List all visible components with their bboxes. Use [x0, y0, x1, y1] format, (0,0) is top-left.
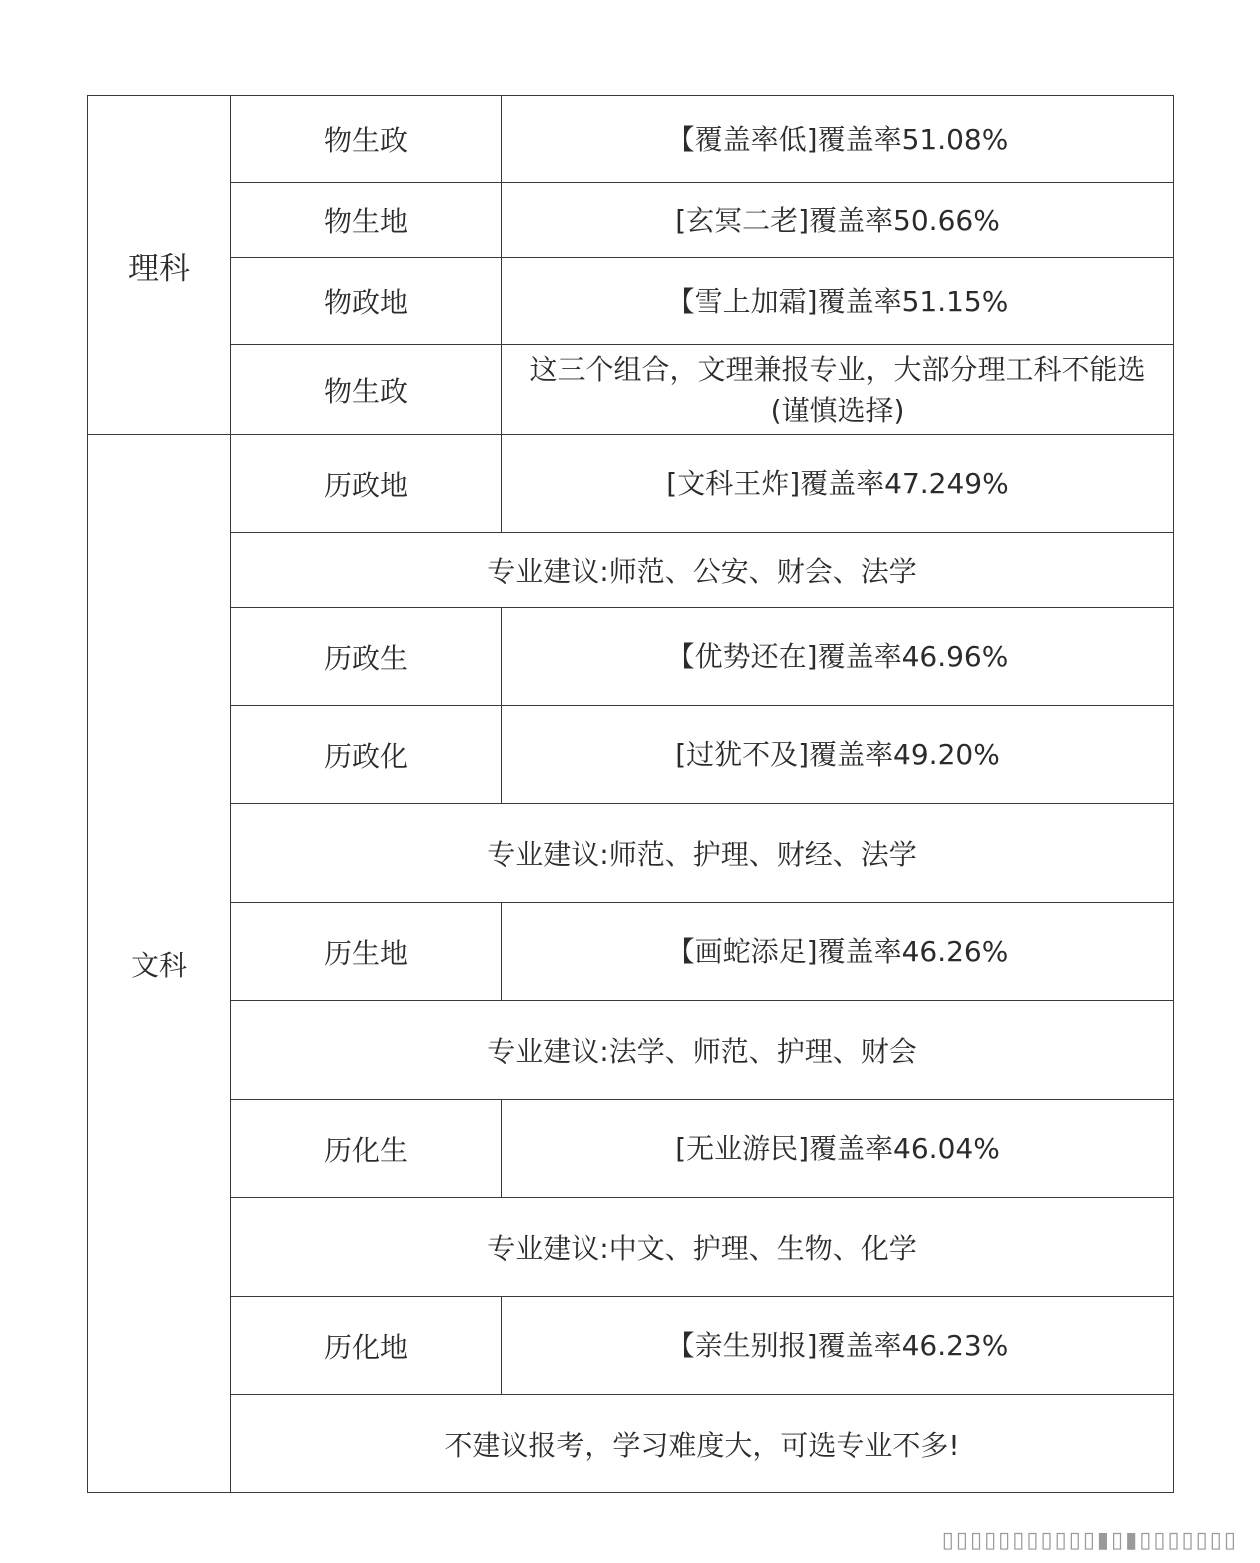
combination-cell: 物生政	[231, 345, 502, 435]
combination-cell: 物生地	[231, 183, 502, 258]
table-row	[88, 96, 1174, 183]
combination-cell: 历化地	[231, 1297, 502, 1395]
coverage-cell: [过犹不及]覆盖率49.20%	[502, 706, 1174, 804]
advice-cell: 专业建议:师范、护理、财经、法学	[231, 804, 1174, 903]
advice-cell: 专业建议:中文、护理、生物、化学	[231, 1198, 1174, 1297]
table-row	[88, 1198, 1174, 1297]
advice-cell: 不建议报考，学习难度大，可选专业不多!	[231, 1395, 1174, 1493]
table-row	[88, 435, 1174, 533]
coverage-cell: 【优势还在]覆盖率46.96%	[502, 608, 1174, 706]
note-line-caution: (谨慎选择)	[770, 393, 905, 427]
combination-cell: 历化生	[231, 1100, 502, 1198]
combination-cell: 历政地	[231, 435, 502, 533]
coverage-cell: 【覆盖率低]覆盖率51.08%	[502, 96, 1174, 183]
table-row	[88, 903, 1174, 1001]
category-cell: 文科	[88, 435, 231, 1493]
combination-cell: 物生政	[231, 96, 502, 183]
coverage-cell: [无业游民]覆盖率46.04%	[502, 1100, 1174, 1198]
table-row	[88, 258, 1174, 345]
coverage-cell: [玄冥二老]覆盖率50.66%	[502, 183, 1174, 258]
combination-cell: 历政化	[231, 706, 502, 804]
watermark-icon: ▯▯▯▯▯▯▯▯▯▯▯▮▯▮▯▯▯▯▯▯▯	[941, 1528, 1238, 1553]
table-row	[88, 183, 1174, 258]
table-row	[88, 706, 1174, 804]
advice-cell: 专业建议:法学、师范、护理、财会	[231, 1001, 1174, 1100]
subject-combination-table	[87, 95, 1174, 1493]
category-cell: 理科	[88, 96, 231, 435]
note-cell	[502, 345, 1174, 435]
coverage-cell: 【亲生别报]覆盖率46.23%	[502, 1297, 1174, 1395]
table-row	[88, 1297, 1174, 1395]
coverage-cell: 【雪上加霜]覆盖率51.15%	[502, 258, 1174, 345]
combination-cell: 物政地	[231, 258, 502, 345]
combination-cell: 历政生	[231, 608, 502, 706]
combination-cell: 历生地	[231, 903, 502, 1001]
coverage-cell: [文科王炸]覆盖率47.249%	[502, 435, 1174, 533]
table-row	[88, 345, 1174, 435]
table-row	[88, 1100, 1174, 1198]
advice-cell: 专业建议:师范、公安、财会、法学	[231, 533, 1174, 608]
table-row	[88, 1001, 1174, 1100]
table-row	[88, 804, 1174, 903]
table-row	[88, 1395, 1174, 1493]
table-row	[88, 608, 1174, 706]
table-row	[88, 533, 1174, 608]
note-line: 这三个组合，文理兼报专业，大部分理工科不能选	[529, 352, 1146, 386]
coverage-cell: 【画蛇添足]覆盖率46.26%	[502, 903, 1174, 1001]
